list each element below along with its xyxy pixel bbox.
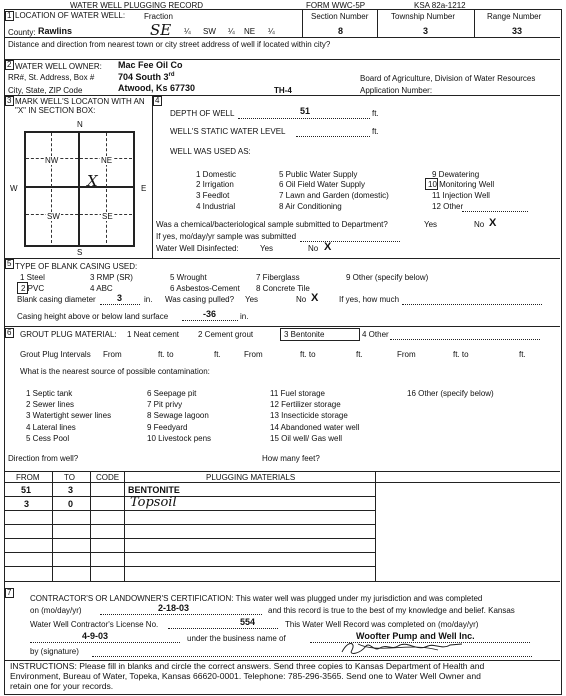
casing-7[interactable]: 7 Fiberglass <box>256 273 300 282</box>
distance-label: Distance and direction from nearest town or city street address of well if located within city? <box>8 40 331 49</box>
use-9[interactable]: 9 Dewatering <box>432 170 480 179</box>
sample-date-label: If yes, mo/day/yr sample was submitted <box>156 232 297 241</box>
section-number-value[interactable]: 8 <box>338 26 344 36</box>
casing-type-label: TYPE OF BLANK CASING USED: <box>15 262 138 271</box>
use-4[interactable]: 4 Industrial <box>196 202 236 211</box>
section-4-number: 4 <box>155 96 160 105</box>
grout-label: GROUT PLUG MATERIAL: <box>20 330 117 339</box>
quarter-symbol-3: ¼ <box>268 27 275 36</box>
disinfected-label: Water Well Disinfected: <box>156 244 239 253</box>
south-label: S <box>77 248 83 257</box>
pulled-no[interactable]: No <box>296 295 307 304</box>
source-3[interactable]: 3 Watertight sewer lines <box>26 411 112 420</box>
section-6-number: 6 <box>7 328 12 337</box>
source-14[interactable]: 14 Abandoned water well <box>270 423 360 432</box>
form-number: FORM WWC-5P <box>306 1 366 10</box>
source-7[interactable]: 7 Pit privy <box>147 400 183 409</box>
pulled-no-mark: X <box>311 292 319 304</box>
license-number[interactable]: 554 <box>240 617 256 627</box>
instructions-line-2: Environment, Bureau of Water, Topeka, Kansas 66620-0001. Telephone: 785-296-3565. Send one to Water Well Owner and <box>10 671 481 681</box>
ne-label: NE <box>101 156 113 165</box>
casing-3[interactable]: 3 RMP (SR) <box>90 273 133 282</box>
casing-height-label: Casing height above or below land surface <box>17 312 169 321</box>
board-label: Board of Agriculture, Division of Water Resources <box>360 74 536 83</box>
instructions-line-1: INSTRUCTIONS: Please fill in blanks and circle the correct answers. Send three copies to Kansas Department of Health and <box>10 661 485 671</box>
source-5[interactable]: 5 Cess Pool <box>26 434 70 443</box>
completed-date[interactable]: 2-18-03 <box>158 603 190 613</box>
static-level-label: WELL'S STATIC WATER LEVEL <box>170 127 286 136</box>
quarter-2-value[interactable]: SW <box>203 27 216 36</box>
col-from: FROM <box>16 473 40 482</box>
source-4[interactable]: 4 Lateral lines <box>26 423 76 432</box>
casing-9[interactable]: 9 Other (specify below) <box>346 273 429 282</box>
disinfected-no-mark: X <box>324 241 332 253</box>
row-1-from[interactable]: 51 <box>21 485 32 495</box>
use-12[interactable]: 12 Other <box>432 202 464 211</box>
address-value[interactable]: 704 South 3rd <box>118 72 175 82</box>
static-level-unit: ft. <box>372 127 379 136</box>
row-1-to[interactable]: 3 <box>68 485 74 495</box>
col-code: CODE <box>96 473 120 482</box>
interval-2-ft: ft. <box>356 350 363 359</box>
source-11[interactable]: 11 Fuel storage <box>270 389 325 398</box>
depth-label: DEPTH OF WELL <box>170 109 235 118</box>
quarter-1-value[interactable]: SE <box>150 21 172 39</box>
interval-3-to: ft. to <box>453 350 469 359</box>
contamination-label: What is the nearest source of possible contamination: <box>20 367 210 376</box>
quarter-3-value[interactable]: NE <box>244 27 256 36</box>
source-12[interactable]: 12 Fertilizer storage <box>270 400 341 409</box>
interval-3-from: From <box>397 350 416 359</box>
interval-2-to: ft. to <box>300 350 316 359</box>
owner-label: WATER WELL OWNER: <box>15 62 102 71</box>
section-number-label: Section Number <box>311 12 369 21</box>
well-location-mark[interactable]: X <box>87 172 98 190</box>
grout-intervals-label: Grout Plug Intervals <box>20 350 91 359</box>
depth-unit: ft. <box>372 109 379 118</box>
nw-label: NW <box>45 156 59 165</box>
interval-3-ft: ft. <box>519 350 526 359</box>
range-label: Range Number <box>487 12 542 21</box>
use-11[interactable]: 11 Injection Well <box>432 191 490 200</box>
signature[interactable] <box>338 638 468 658</box>
interval-1-to: ft. to <box>158 350 174 359</box>
quarter-symbol-1: ¼ <box>184 27 191 36</box>
use-10-circle <box>425 178 438 190</box>
north-label: N <box>77 120 83 129</box>
license-label: Water Well Contractor's License No. <box>30 620 159 629</box>
casing-2[interactable]: 2 PVC <box>21 284 45 293</box>
ksa-number: KSA 82a-1212 <box>414 1 466 10</box>
use-5[interactable]: 5 Public Water Supply <box>279 170 358 179</box>
depth-value[interactable]: 51 <box>300 106 311 116</box>
casing-1[interactable]: 1 Steel <box>20 273 45 282</box>
casing-2-circle <box>17 282 28 294</box>
instructions-line-3: retain one for your records. <box>10 681 114 691</box>
range-value[interactable]: 33 <box>512 26 523 36</box>
use-8[interactable]: 8 Air Conditioning <box>279 202 342 211</box>
source-2[interactable]: 2 Sewer lines <box>26 400 75 409</box>
pulled-label: Was casing pulled? <box>165 295 235 304</box>
diameter-label: Blank casing diameter <box>17 295 96 304</box>
section-7-number: 7 <box>7 588 12 597</box>
source-16[interactable]: 16 Other (specify below) <box>407 389 494 398</box>
township-label: Township Number <box>391 12 456 21</box>
county-label: County: <box>8 28 36 37</box>
th-value: TH-4 <box>274 86 292 95</box>
interval-1-ft: ft. <box>214 350 221 359</box>
source-1[interactable]: 1 Septic tank <box>26 389 73 398</box>
use-7[interactable]: 7 Lawn and Garden (domestic) <box>279 191 389 200</box>
record-completed-label: This Water Well Record was completed on (mo/day/yr) <box>285 620 479 629</box>
location-label: LOCATION OF WATER WELL: <box>15 11 126 20</box>
row-2-material[interactable]: Topsoil <box>130 495 177 510</box>
source-15[interactable]: 15 Oil well/ Gas well <box>270 434 343 443</box>
section-3-number: 3 <box>7 96 12 105</box>
business-name[interactable]: Woofter Pump and Well Inc. <box>356 631 475 641</box>
pulled-yes[interactable]: Yes <box>245 295 259 304</box>
completed-on-label: on (mo/day/yr) <box>30 606 82 615</box>
interval-2-from: From <box>244 350 263 359</box>
use-2[interactable]: 2 Irrigation <box>196 180 234 189</box>
township-value[interactable]: 3 <box>423 26 429 36</box>
row-2-from[interactable]: 3 <box>24 499 30 509</box>
sample-question: Was a chemical/bacteriological sample submitted to Department? <box>156 220 388 229</box>
sample-yes[interactable]: Yes <box>424 220 438 229</box>
casing-8[interactable]: 8 Concrete Tile <box>256 284 310 293</box>
col-materials: PLUGGING MATERIALS <box>206 473 296 482</box>
mark-label-1: MARK WELL'S LOCATON WITH AN <box>15 97 145 106</box>
east-label: E <box>141 184 147 193</box>
source-10[interactable]: 10 Livestock pens <box>147 434 212 443</box>
signature-label: by (signature) <box>30 647 79 656</box>
row-2-to[interactable]: 0 <box>68 499 74 509</box>
source-8[interactable]: 8 Sewage lagoon <box>147 411 209 420</box>
application-number-label: Application Number: <box>360 86 433 95</box>
direction-label: Direction from well? <box>8 454 79 463</box>
city-label: City, State, ZIP Code <box>8 86 83 95</box>
owner-value[interactable]: Mac Fee Oil Co <box>118 60 183 70</box>
section-5-number: 5 <box>7 259 12 268</box>
sample-no[interactable]: No <box>474 220 485 229</box>
use-10[interactable]: 10 Monitoring Well <box>428 180 495 189</box>
quarter-symbol-2: ¼ <box>228 27 235 36</box>
used-as-label: WELL WAS USED AS: <box>170 147 251 156</box>
casing-6[interactable]: 6 Asbestos-Cement <box>170 284 240 293</box>
section-1-number: 1 <box>7 11 12 20</box>
certification-text: CONTRACTOR'S OR LANDOWNER'S CERTIFICATION: This water well was plugged under my jurisdiction and was completed <box>30 594 483 603</box>
disinfected-no[interactable]: No <box>308 244 319 253</box>
form-title: WATER WELL PLUGGING RECORD <box>70 1 204 10</box>
grout-3[interactable]: 3 Bentonite <box>284 330 325 339</box>
sw-label: SW <box>47 212 60 221</box>
diameter-value[interactable]: 3 <box>117 293 123 303</box>
source-6[interactable]: 6 Seepage pit <box>147 389 197 398</box>
west-label: W <box>10 184 18 193</box>
use-3[interactable]: 3 Feedlot <box>196 191 230 200</box>
row-1-material[interactable]: BENTONITE <box>128 485 180 495</box>
address-label: RR#, St. Address, Box # <box>8 73 95 82</box>
casing-4[interactable]: 4 ABC <box>90 284 113 293</box>
se-label: SE <box>102 212 113 221</box>
source-13[interactable]: 13 Insecticide storage <box>270 411 348 420</box>
record-date[interactable]: 4-9-03 <box>82 631 109 641</box>
use-1[interactable]: 1 Domestic <box>196 170 237 179</box>
county-value[interactable]: Rawlins <box>38 26 73 36</box>
true-record-text: and this record is true to the best of my knowledge and belief. Kansas <box>268 606 515 615</box>
casing-5[interactable]: 5 Wrought <box>170 273 207 282</box>
city-value[interactable]: Atwood, Ks 67730 <box>118 83 196 93</box>
mark-label-2: "X" IN SECTION BOX: <box>15 106 96 115</box>
how-much-label: If yes, how much <box>339 295 400 304</box>
interval-1-from: From <box>103 350 122 359</box>
section-2-number: 2 <box>7 60 12 69</box>
casing-height-unit: in. <box>240 312 249 321</box>
grout-1[interactable]: 1 Neat cement <box>127 330 180 339</box>
casing-height-value[interactable]: -36 <box>203 309 217 319</box>
sample-no-mark: X <box>489 217 497 229</box>
col-to: TO <box>64 473 75 482</box>
use-6[interactable]: 6 Oil Field Water Supply <box>279 180 365 189</box>
source-9[interactable]: 9 Feedyard <box>147 423 188 432</box>
diameter-unit: in. <box>144 295 153 304</box>
grout-4[interactable]: 4 Other <box>362 330 389 339</box>
business-name-label: under the business name of <box>187 634 286 643</box>
disinfected-yes[interactable]: Yes <box>260 244 274 253</box>
fraction-label: Fraction <box>144 12 173 21</box>
grout-2[interactable]: 2 Cement grout <box>198 330 254 339</box>
how-many-feet-label: How many feet? <box>262 454 320 463</box>
